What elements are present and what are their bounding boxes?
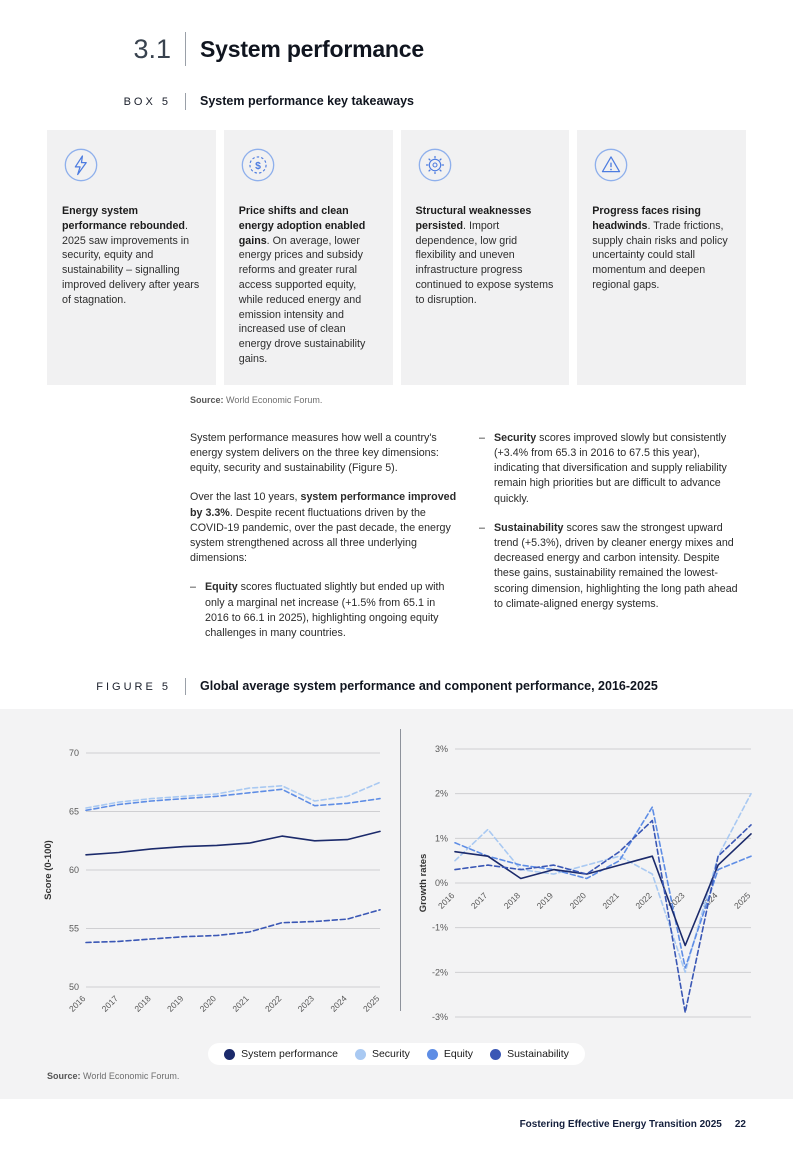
legend-item — [427, 1048, 473, 1060]
takeaway-card — [401, 130, 570, 385]
report-title: Fostering Effective Energy Transition 2025 — [519, 1119, 722, 1131]
gear-icon — [416, 146, 454, 184]
legend-dot — [224, 1049, 235, 1060]
box-header — [0, 92, 793, 110]
takeaway-card — [577, 130, 746, 385]
takeaway-text: Price shifts and clean energy adoption enabled gains. On average, lower energy prices and subsidy reforms and greater rural access supported equity, while reduced energy and emission intensity and increased use of clean energy drove sustainability gains. — [238, 205, 366, 365]
dollar-cycle-icon — [239, 146, 277, 184]
legend-dot — [490, 1049, 501, 1060]
svg-text:2024: 2024 — [328, 993, 349, 1014]
source-note: Source: World Economic Forum. — [47, 1071, 180, 1082]
bullet-term: Equity — [205, 581, 238, 594]
section-header — [0, 32, 793, 66]
svg-text:2018: 2018 — [501, 890, 523, 911]
legend-label: Equity — [443, 1048, 474, 1061]
chart-divider — [400, 729, 401, 1011]
figure-5-band — [0, 709, 793, 1099]
source-note: Source: World Economic Forum. — [190, 394, 323, 405]
growth-rates-chart — [415, 727, 783, 1043]
body-column-left — [190, 431, 457, 655]
svg-text:65: 65 — [68, 806, 79, 817]
page-title: System performance — [200, 35, 424, 62]
figure-header-divider — [185, 678, 186, 695]
svg-text:1%: 1% — [434, 833, 448, 844]
figure-kicker: FIGURE 5 — [96, 681, 171, 694]
score-chart — [40, 727, 392, 1043]
legend-item — [355, 1048, 410, 1060]
svg-text:3%: 3% — [434, 744, 448, 755]
svg-text:2%: 2% — [434, 788, 448, 799]
bullet-security: – Security scores improved slowly but consistently (+3.4% from 65.3 in 2016 to 67.5 this year), indicating that diversification and supply reliability remain high priorities but are difficult to advance quickly. — [479, 431, 727, 505]
legend-dot — [355, 1049, 366, 1060]
lightning-icon — [62, 146, 100, 184]
svg-text:2018: 2018 — [132, 993, 153, 1014]
svg-text:-3%: -3% — [431, 1012, 448, 1023]
takeaway-card — [47, 130, 216, 385]
svg-text:2020: 2020 — [567, 890, 588, 911]
legend-item — [490, 1048, 569, 1060]
takeaway-text: Structural weaknesses persisted. Import dependence, low grid flexibility and uneven infrastructure progress continued to expose systems to disruption. — [415, 205, 554, 306]
chart-legend — [208, 1043, 585, 1065]
legend-label: System performance — [241, 1048, 338, 1061]
svg-text:50: 50 — [68, 982, 79, 993]
svg-text:2020: 2020 — [197, 993, 219, 1014]
svg-text:2025: 2025 — [360, 993, 382, 1014]
section-number: 3.1 — [133, 33, 171, 64]
svg-text:0%: 0% — [434, 878, 448, 889]
box-header-divider — [185, 93, 186, 110]
svg-text:-1%: -1% — [431, 922, 448, 933]
box-kicker: BOX 5 — [123, 96, 171, 108]
charts-row — [0, 727, 793, 1043]
page-number: 22 — [734, 1119, 746, 1131]
svg-text:Score (0-100): Score (0-100) — [43, 840, 54, 901]
takeaway-boxes — [47, 130, 746, 385]
bullet-equity: – Equity scores fluctuated slightly but ended up with only a marginal net increase (+1.5% from 65.1 in 2016 to 66.1 in 2025), highlighting ongoing equity challenges in many countries. — [190, 581, 445, 639]
svg-text:-2%: -2% — [431, 967, 448, 978]
bullet-sustainability: – Sustainability scores saw the strongest upward trend (+5.3%), driven by cleaner energy mixes and decreased energy and carbon intensity. Despite these gains, sustainability remained the lowest-scoring dimension, highlighting the long path ahead to climate-aligned energy systems. — [479, 521, 738, 610]
svg-text:2022: 2022 — [633, 890, 654, 911]
svg-text:2021: 2021 — [230, 993, 251, 1014]
paragraph: System performance measures how well a country's energy system delivers on the three key dimensions: equity, security and sustainability (Figure 5). — [190, 431, 439, 475]
svg-text:Growth rates: Growth rates — [418, 853, 429, 913]
svg-text:60: 60 — [68, 865, 79, 876]
svg-text:2023: 2023 — [666, 890, 687, 911]
svg-text:2022: 2022 — [262, 993, 284, 1014]
box-title: System performance key takeaways — [200, 94, 415, 108]
body-column-right — [479, 431, 746, 655]
svg-text:70: 70 — [68, 748, 79, 759]
bullet-term: Security — [494, 431, 537, 444]
svg-text:2016: 2016 — [66, 993, 88, 1014]
warning-icon — [592, 146, 630, 184]
takeaway-text: Energy system performance rebounded. 2025 saw improvements in security, equity and sustainability – signalling improved delivery after years of stagnation. — [62, 205, 200, 306]
figure-header — [0, 677, 793, 695]
svg-text:2024: 2024 — [699, 890, 720, 911]
svg-text:2017: 2017 — [468, 890, 490, 911]
svg-text:55: 55 — [68, 923, 79, 934]
section-number-column — [0, 34, 185, 65]
svg-text:2025: 2025 — [731, 890, 753, 911]
figure-title: Global average system performance and component performance, 2016-2025 — [200, 679, 658, 694]
svg-text:2017: 2017 — [99, 993, 121, 1014]
takeaway-card — [224, 130, 393, 385]
legend-label: Sustainability — [507, 1048, 569, 1061]
svg-text:2016: 2016 — [435, 890, 457, 911]
paragraph: Over the last 10 years, system performance improved by 3.3%. Despite recent fluctuations driven by the COVID-19 pandemic, over the past decade, the energy system strengthened across all three underlying dimensions: — [190, 491, 457, 565]
legend-dot — [427, 1049, 438, 1060]
svg-text:2019: 2019 — [534, 890, 556, 911]
legend-label: Security — [371, 1048, 410, 1061]
legend-item — [224, 1048, 338, 1060]
svg-text:2019: 2019 — [164, 993, 186, 1014]
bullet-term: Sustainability — [494, 521, 564, 534]
svg-text:2021: 2021 — [600, 890, 621, 911]
takeaway-text: Progress faces rising headwinds. Trade frictions, supply chain risks and policy uncertainty could stall momentum and deepen regional gaps. — [592, 205, 728, 291]
svg-text:$: $ — [254, 160, 261, 172]
header-divider — [185, 32, 186, 66]
svg-text:2023: 2023 — [295, 993, 317, 1014]
body-text — [190, 431, 746, 655]
